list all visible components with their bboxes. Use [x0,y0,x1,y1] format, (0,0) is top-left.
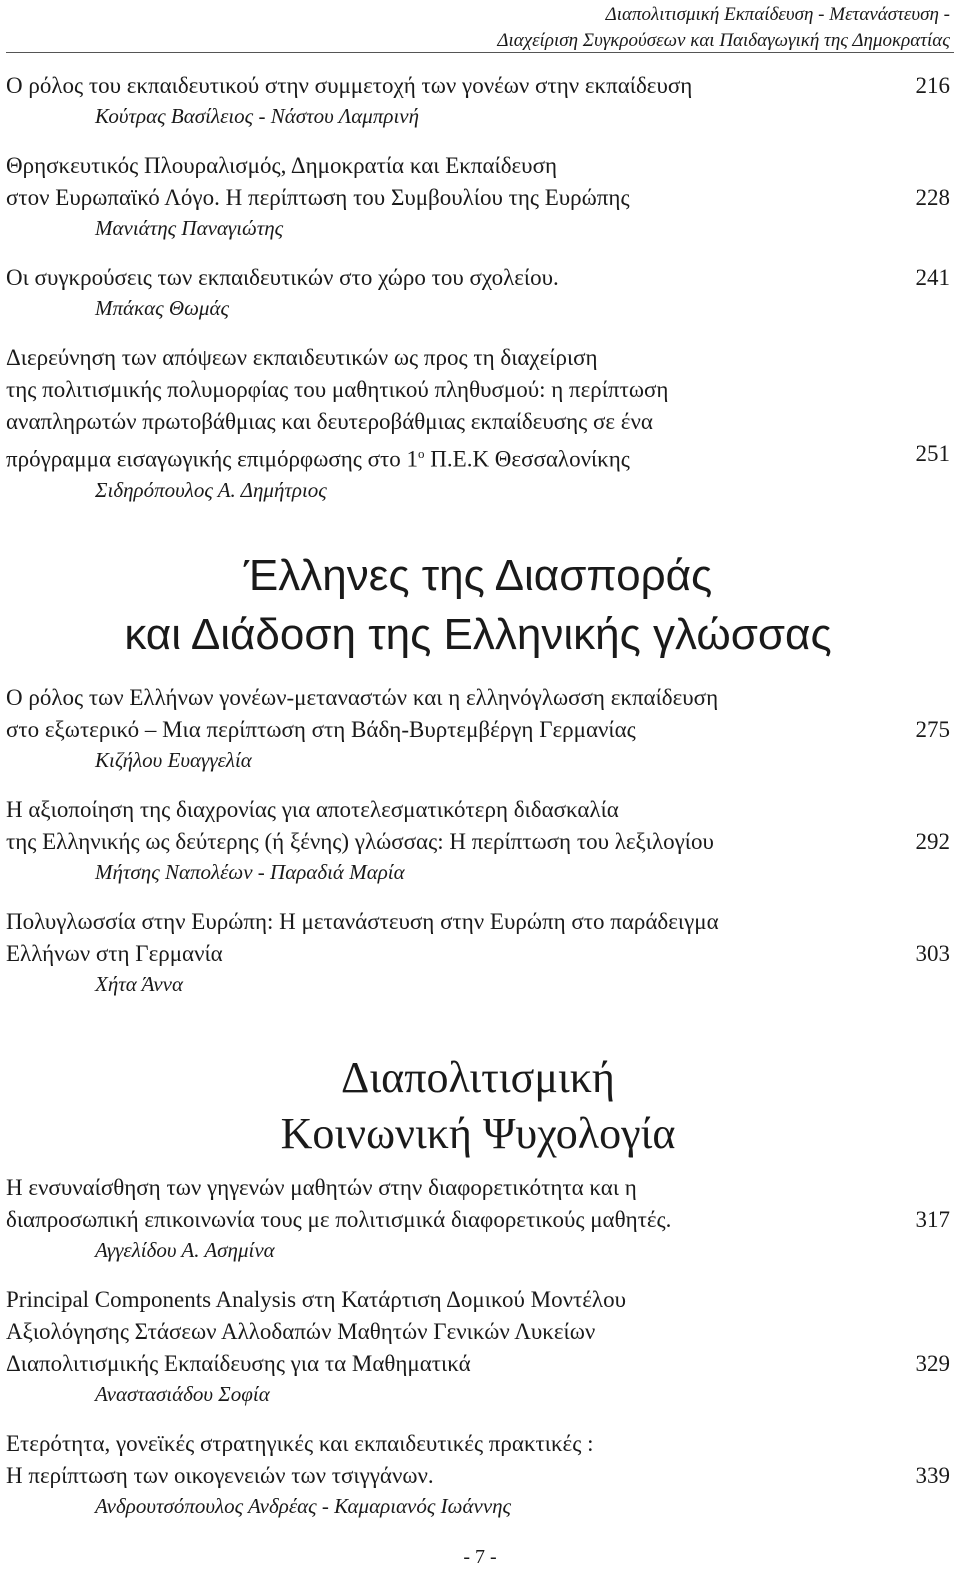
toc-entry-author: Ανδρουτσόπουλος Ανδρέας - Καμαριανός Ιωάννης [95,1493,512,1518]
toc-entry [6,342,950,504]
running-header [497,2,950,54]
toc-entry-title-line: στον Ευρωπαϊκό Λόγο. Η περίπτωση του Συμβουλίου της Ευρώπης [6,185,630,210]
toc-entry-page-number: 317 [915,1206,950,1232]
toc-entry [6,70,950,130]
toc-entry-author: Αγγελίδου Α. Ασημίνα [95,1237,275,1262]
toc-entry-title-line: της Ελληνικής ως δεύτερης (ή ξένης) γλώσσας: Η περίπτωση του λεξιλογίου [6,828,714,854]
toc-entry [6,682,950,774]
section-heading-line-1: Διαπολιτισμική [341,1052,615,1102]
toc-entry-author: Κούτρας Βασίλειος - Νάστου Λαμπρινή [95,104,420,128]
toc-entry-title-line: Διαπολιτισμικής Εκπαίδευσης για τα Μαθηματικά [6,1350,471,1376]
header-rule [6,52,954,53]
toc-group-2 [6,682,950,998]
toc-entry [6,1428,950,1520]
toc-group-1 [6,70,950,504]
toc-entry-page-number: 303 [915,940,950,966]
toc-entry [6,150,950,242]
toc-entry [6,1172,950,1264]
toc-entry-title-line: Η περίπτωση των οικογενειών των τσιγγάνων. [6,1462,434,1488]
toc-entry-title [6,150,950,214]
toc-entry-page-number: 251 [915,441,950,466]
toc-entry-title-line: στο εξωτερικό – Μια περίπτωση στη Βάδη-Βυρτεμβέργη Γερμανίας [6,716,636,742]
page-number: - 7 - [463,1546,497,1568]
toc-entry-title-line: Ετερότητα, γονεϊκές στρατηγικές και εκπαιδευτικές πρακτικές : [6,1430,594,1456]
toc-entry-title-line: Ελλήνων στη Γερμανία [6,940,223,966]
toc-entry-title-line: πρόγραμμα εισαγωγικής επιμόρφωσης στο $1^o$ Π.Ε.Κ Θεσσαλονίκης [6,446,630,472]
toc-entry-page-number: 339 [915,1462,950,1488]
toc-entry-author: Μανιάτης Παναγιώτης [95,216,284,240]
toc-entry-title-line: της πολιτισμικής πολυμορφίας του μαθητικού πληθυσμού: η περίπτωση [6,377,669,402]
toc-entry-title [6,1284,950,1380]
toc-entry-title-line: Η αξιοποίηση της διαχρονίας για αποτελεσματικότερη διδασκαλία [6,796,619,822]
toc-entry-page-number: 228 [915,185,950,210]
section-heading-line-1: Έλληνες της Διασποράς [243,550,713,600]
toc-entry-author: Μήτσης Ναπολέων - Παραδιά Μαρία [95,859,405,884]
section-heading-line-2: και Διάδοση της Ελληνικής γλώσσας [124,609,832,659]
section-heading-line-2: Κοινωνική Ψυχολογία [280,1108,676,1158]
toc-entry-title [6,1428,950,1492]
header-line-1: Διαπολιτισμική Εκπαίδευση - Μετανάστευση - [605,4,950,25]
toc-entry-page-number: 329 [915,1350,950,1376]
toc-entry-author: Αναστασιάδου Σοφία [95,1381,270,1406]
section-heading-diaspora [6,546,950,664]
toc-entry [6,794,950,886]
toc-entry [6,1284,950,1408]
toc-entry [6,906,950,998]
toc-entry-page-number: 216 [915,73,950,98]
toc-entry-title-line: Ο ρόλος των Ελλήνων γονέων-μεταναστών και η ελληνόγλωσση εκπαίδευση [6,684,719,710]
toc-entry-title [6,262,950,294]
toc-entry [6,262,950,322]
toc-entry-title-line: Η ενσυναίσθηση των γηγενών μαθητών στην διαφορετικότητα και η [6,1174,637,1200]
toc-entry-title [6,682,950,746]
section-heading-psychology [6,1050,950,1162]
ordinal-superscript: ο [418,446,425,461]
toc-entry-author: Μπάκας Θωμάς [95,296,229,320]
toc-entry-title-line: Αξιολόγησης Στάσεων Αλλοδαπών Μαθητών Γενικών Λυκείων [6,1318,596,1344]
toc-entry-title-line: αναπληρωτών πρωτοβάθμιας και δευτεροβάθμιας εκπαίδευσης σε ένα [6,409,653,434]
toc-entry-title [6,794,950,858]
header-line-2: Διαχείριση Συγκρούσεων και Παιδαγωγική της Δημοκρατίας [497,30,950,51]
toc-entry-title-line: Principal Components Analysis στη Κατάρτιση Δομικού Μοντέλου [6,1286,626,1312]
toc-entry-author: Χήτα Άννα [95,971,183,996]
toc-entry-title-line: Θρησκευτικός Πλουραλισμός, Δημοκρατία και Εκπαίδευση [6,153,558,178]
toc-content [6,70,950,1540]
toc-group-3 [6,1172,950,1520]
toc-entry-title-line: Πολυγλωσσία στην Ευρώπη: Η μετανάστευση στην Ευρώπη στο παράδειγμα [6,908,719,934]
toc-entry-title-line: διαπροσωπική επικοινωνία τους με πολιτισμικά διαφορετικούς μαθητές. [6,1206,672,1232]
toc-entry-title [6,342,950,476]
toc-entry-page-number: 292 [915,828,950,854]
toc-entry-title [6,70,950,102]
toc-entry-author: Σιδηρόπουλος Α. Δημήτριος [95,477,327,502]
toc-entry-title [6,1172,950,1236]
toc-entry-page-number: 241 [915,265,950,290]
toc-entry-title-line: Διερεύνηση των απόψεων εκπαιδευτικών ως προς τη διαχείριση [6,345,598,370]
toc-entry-title-line: Ο ρόλος του εκπαιδευτικού στην συμμετοχή των γονέων στην εκπαίδευση [6,73,693,98]
toc-entry-author: Κιζήλου Ευαγγελία [95,747,252,772]
toc-entry-page-number: 275 [915,716,950,742]
toc-entry-title [6,906,950,970]
toc-entry-title-line: Οι συγκρούσεις των εκπαιδευτικών στο χώρο του σχολείου. [6,265,559,290]
